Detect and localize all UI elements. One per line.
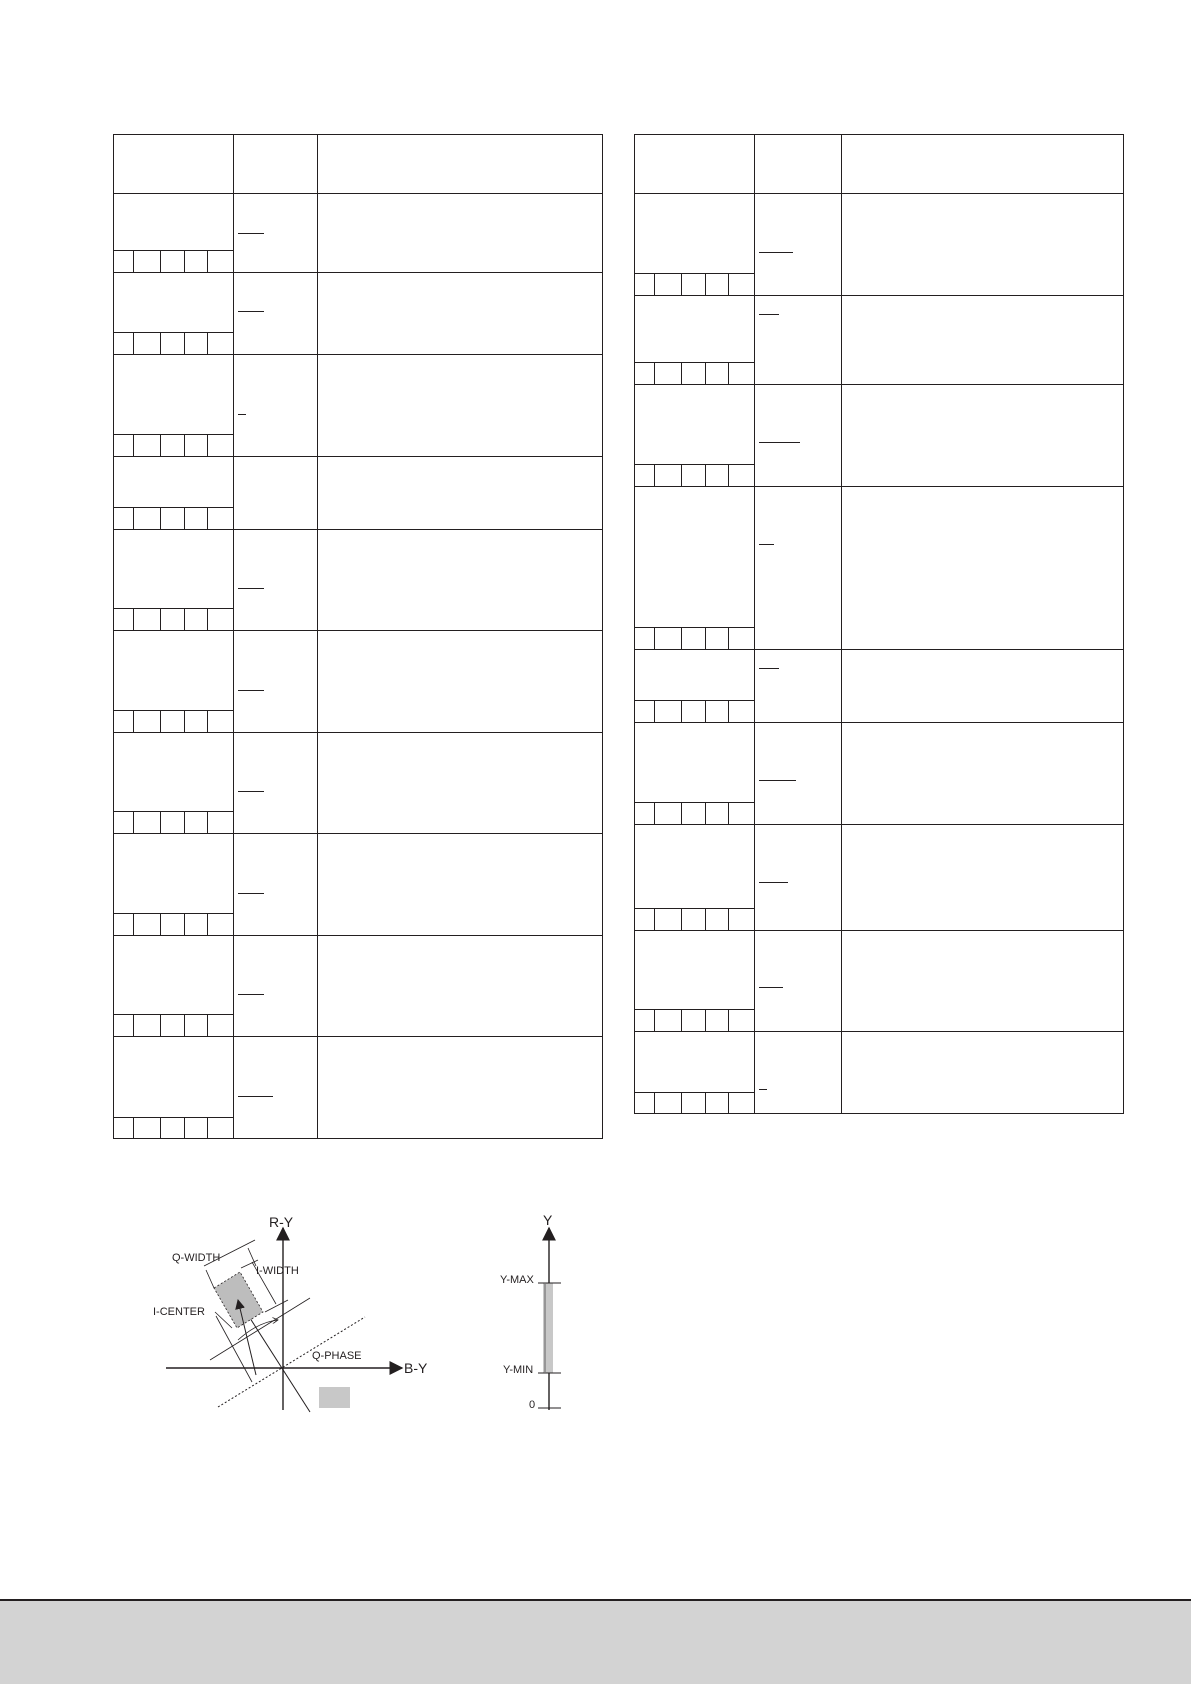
bit-strip [635, 1092, 754, 1114]
bit-strip [635, 1009, 754, 1031]
y-axis-label: Y [543, 1212, 553, 1228]
right-table-row [635, 930, 1123, 1031]
bit-strip [635, 700, 754, 722]
bit-strip [635, 908, 754, 930]
bit-strip [114, 434, 233, 456]
value-dash [759, 1089, 767, 1090]
value-dash [759, 780, 796, 781]
value-dash [238, 414, 246, 415]
y-min-label: Y-MIN [503, 1364, 534, 1376]
left-table-row [114, 456, 602, 529]
color-space-diagrams [0, 1200, 600, 1440]
left-table-row [114, 354, 602, 456]
left-table-row [114, 529, 602, 630]
bit-strip [114, 811, 233, 833]
value-dash [759, 668, 779, 669]
right-table-row [635, 295, 1123, 384]
value-dash [759, 544, 774, 545]
bit-strip [635, 464, 754, 486]
zero-label: 0 [529, 1399, 536, 1411]
right-table-row [635, 649, 1123, 722]
bit-strip [114, 250, 233, 272]
left-table-row [114, 732, 602, 833]
value-dash [238, 233, 264, 234]
left-table-row [114, 272, 602, 354]
bit-strip [114, 710, 233, 732]
bit-strip [114, 507, 233, 529]
left-table-row [114, 1036, 602, 1139]
left-table-row [114, 833, 602, 935]
right-table-row [635, 384, 1123, 486]
value-dash [238, 1096, 273, 1097]
value-dash [238, 690, 264, 691]
left-table-row [114, 630, 602, 732]
right-table [634, 134, 1124, 1114]
right-table-row [635, 486, 1123, 649]
value-dash [759, 442, 800, 443]
bit-strip [114, 913, 233, 935]
bit-strip [114, 608, 233, 630]
value-dash [759, 314, 779, 315]
right-table-row [635, 193, 1123, 295]
ry-by-diagram [153, 1214, 428, 1412]
value-dash [759, 987, 783, 988]
value-dash [759, 252, 793, 253]
value-dash [238, 893, 264, 894]
q-phase-label: Q-PHASE [312, 1350, 362, 1362]
footer-band [0, 1599, 1191, 1684]
value-dash [238, 311, 264, 312]
y-max-label: Y-MAX [500, 1274, 534, 1286]
bit-strip [114, 1014, 233, 1036]
y-range-bar [543, 1283, 553, 1373]
right-table-row [635, 1031, 1123, 1114]
q-width-label: Q-WIDTH [172, 1252, 221, 1264]
legend-swatch [319, 1387, 350, 1408]
bit-strip [635, 273, 754, 295]
r-y-label: R-Y [269, 1214, 294, 1230]
b-y-label: B-Y [404, 1360, 428, 1376]
right-table-row [635, 722, 1123, 824]
value-dash [238, 994, 264, 995]
value-dash [238, 588, 264, 589]
bit-strip [114, 1117, 233, 1139]
i-center-label: I-CENTER [153, 1306, 205, 1318]
i-width-label: I-WIDTH [256, 1265, 299, 1277]
left-table [113, 134, 603, 1139]
y-diagram [500, 1212, 561, 1411]
bit-strip [635, 802, 754, 824]
value-dash [759, 882, 788, 883]
left-table-row [114, 193, 602, 272]
bit-strip [635, 627, 754, 649]
value-dash [238, 791, 264, 792]
left-table-row [114, 935, 602, 1036]
bit-strip [114, 332, 233, 354]
right-table-row [635, 824, 1123, 930]
bit-strip [635, 362, 754, 384]
